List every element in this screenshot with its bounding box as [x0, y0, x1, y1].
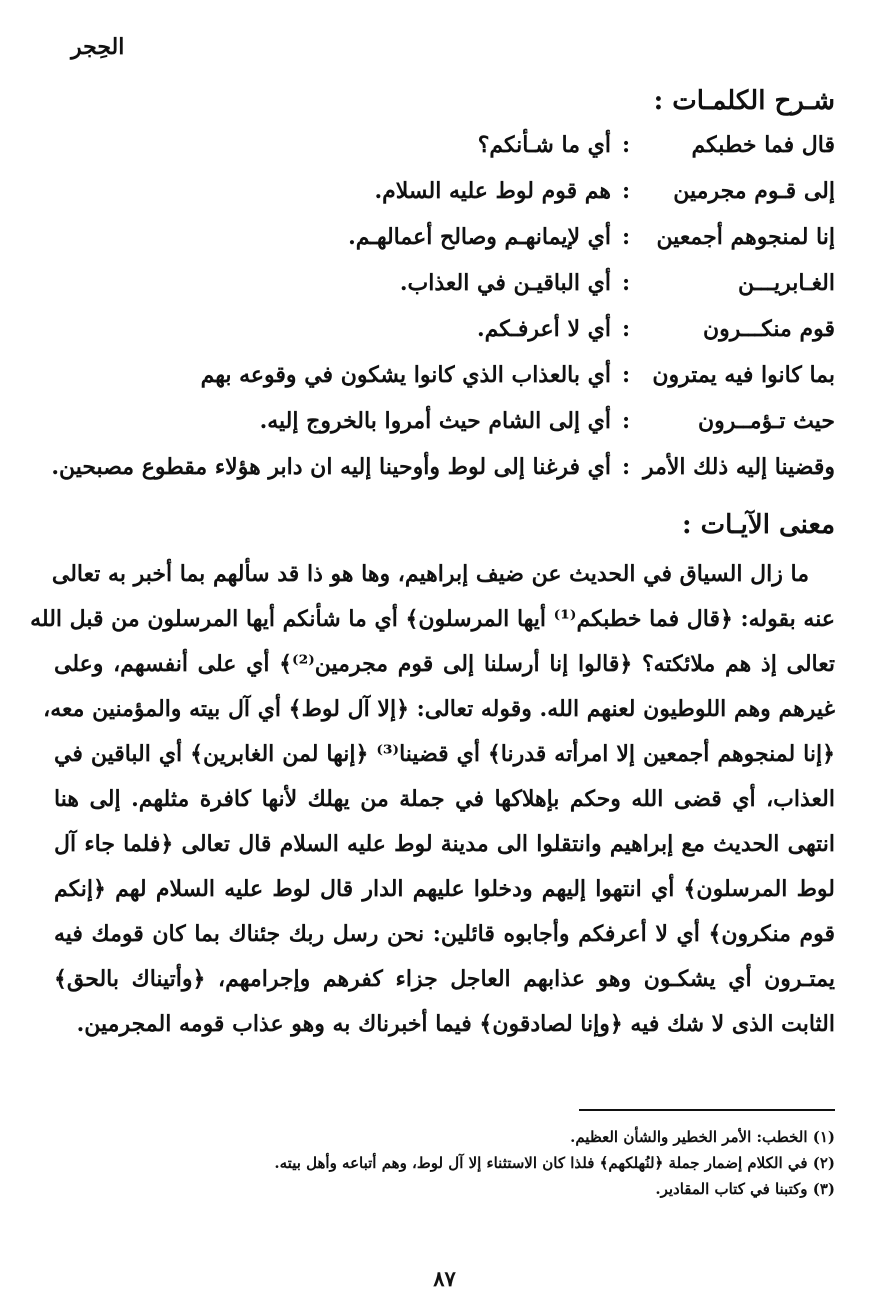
- glossary-definition: أي لا أعرفـكم.: [477, 316, 611, 342]
- glossary-colon: :: [621, 224, 631, 250]
- footnote-separator: [579, 1109, 835, 1111]
- paragraph-line: انتهى الحديث مع إبراهيم وانتقلوا الى مدينة لوط عليه السلام قال تعالى ﴿فلما جاء آل: [54, 831, 835, 857]
- glossary-row: [51, 454, 835, 500]
- paragraph-line: عنه بقوله: ﴿قال فما خطبكم⁽¹⁾ أيها المرسلون﴾ أي ما شأنكم أيها المرسلون من قبل الله: [30, 606, 835, 632]
- glossary-colon: :: [621, 316, 631, 342]
- glossary-list: [51, 132, 835, 500]
- glossary-term: حيث تـؤمــرون: [697, 408, 835, 434]
- glossary-term: بما كانوا فيه يمترون: [652, 362, 835, 388]
- paragraph-line: تعالى إذ هم ملائكته؟ ﴿قالوا إنا أرسلنا إلى قوم مجرمين⁽²⁾﴾ أي على أنفسهم، وعلى: [54, 651, 835, 677]
- glossary-definition: أي الباقيـن في العذاب.: [399, 270, 611, 296]
- glossary-definition: أي إلى الشام حيث أمروا بالخروج إليه.: [259, 408, 611, 434]
- running-head: الحِجر: [71, 34, 125, 60]
- glossary-definition: أي لإيمانهـم وصالح أعمالهـم.: [348, 224, 611, 250]
- paragraph-line: غيرهم وهم اللوطيون لعنهم الله. وقوله تعالى: ﴿إلا آل لوط﴾ أي آل بيته والمؤمنين معه،: [43, 696, 835, 722]
- glossary-term: قال فما خطبكم: [691, 132, 835, 158]
- glossary-colon: :: [621, 454, 631, 480]
- paragraph-line: لوط المرسلون﴾ أي انتهوا إليهم ودخلوا عليهم الدار قال لوط عليه السلام لهم ﴿إنكم: [54, 876, 835, 902]
- glossary-term: الغـابريـــن: [737, 270, 835, 296]
- glossary-row: [55, 408, 835, 454]
- footnote: (٣) وكتبنا في كتاب المقادير.: [655, 1180, 835, 1198]
- glossary-row: [55, 362, 835, 408]
- glossary-row: [55, 178, 835, 224]
- commentary-paragraph: [30, 552, 836, 1047]
- glossary-definition: أي ما شـأنكم؟: [477, 132, 611, 158]
- glossary-definition: أي بالعذاب الذي كانوا يشكون في وقوعه بهم: [200, 362, 611, 388]
- page-number: ٨٧: [433, 1266, 456, 1291]
- paragraph-line: العذاب، أي قضى الله وحكم بإهلاكها في جملة من يهلك لأنها كافرة مثلهم. إلى هنا: [54, 786, 835, 812]
- footnote: (١) الخطب: الأمر الخطير والشأن العظيم.: [570, 1128, 835, 1146]
- glossary-colon: :: [621, 408, 631, 434]
- paragraph-line: الثابت الذى لا شك فيه ﴿وإنا لصادقون﴾ فيما أخبرناك به وهو عذاب قومه المجرمين.: [76, 1011, 835, 1037]
- glossary-definition: أي فرغنا إلى لوط وأوحينا إليه ان دابر هؤلاء مقطوع مصبحين.: [51, 454, 611, 480]
- glossary-term: إنا لمنجوهم أجمعين: [656, 224, 835, 250]
- glossary-row: [55, 316, 835, 362]
- glossary-colon: :: [621, 178, 631, 204]
- glossary-row: [55, 224, 835, 270]
- footnotes: [45, 1124, 835, 1202]
- glossary-title: شـرح الكلمـات :: [653, 86, 835, 116]
- glossary-row: [55, 132, 835, 178]
- glossary-colon: :: [621, 132, 631, 158]
- glossary-row: [55, 270, 835, 316]
- glossary-term: إلى قـوم مجرمين: [673, 178, 835, 204]
- glossary-definition: هم قوم لوط عليه السلام.: [374, 178, 611, 204]
- glossary-term: وقضينا إليه ذلك الأمر: [642, 454, 835, 480]
- meaning-title: معنى الآيـات :: [682, 510, 835, 540]
- footnote: (٢) في الكلام إضمار جملة ﴿لنُهلكهم﴾ فلذا كان الاستثناء إلا آل لوط، وهم أتباعه وأهل بيته.: [274, 1154, 835, 1172]
- paragraph-line: يمتـرون أي يشكـون وهو عذابهم العاجل جزاء كفرهم وإجرامهم، ﴿وأتيناك بالحق﴾: [54, 966, 835, 992]
- paragraph-line: ما زال السياق في الحديث عن ضيف إبراهيم، وها هو ذا قد سألهم بما أخبر به تعالى: [51, 561, 809, 587]
- paragraph-line: ﴿إنا لمنجوهم أجمعين إلا امرأته قدرنا﴾ أي قضينا⁽³⁾ ﴿إنها لمن الغابرين﴾ أي الباقين في: [54, 741, 836, 767]
- glossary-colon: :: [621, 362, 631, 388]
- paragraph-line: قوم منكرون﴾ أي لا أعرفكم وأجابوه قائلين: نحن رسل ربك جئناك بما كان قومك فيه: [54, 921, 835, 947]
- glossary-term: قوم منكـــرون: [703, 316, 835, 342]
- glossary-colon: :: [621, 270, 631, 296]
